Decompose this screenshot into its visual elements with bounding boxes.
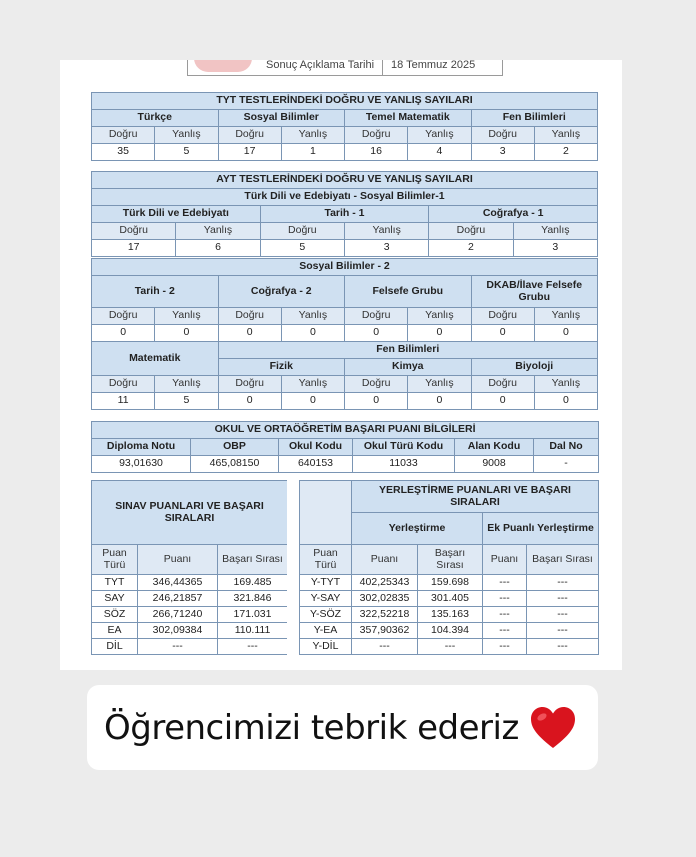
col-dogru: Doğru — [471, 308, 534, 325]
logo-fragment — [194, 60, 252, 72]
value-cell: 0 — [345, 393, 408, 410]
col-dogru: Doğru — [92, 127, 155, 144]
value-cell: 0 — [534, 325, 597, 342]
value-cell: 0 — [281, 325, 344, 342]
sinav-header: Puanı — [138, 545, 218, 575]
okul-header: Okul Kodu — [279, 439, 353, 456]
result-document — [60, 60, 622, 670]
value-cell: 2 — [534, 144, 597, 161]
value-cell: 465,08150 — [191, 456, 279, 473]
value-cell: EA — [92, 623, 138, 639]
value-cell: Y-DİL — [300, 639, 352, 655]
tyt-table — [91, 92, 598, 161]
value-cell: 110.111 — [218, 623, 288, 639]
caption-box — [87, 685, 598, 770]
okul-header: Dal No — [534, 439, 599, 456]
col-yanlis: Yanlış — [155, 308, 218, 325]
value-cell: --- — [527, 607, 599, 623]
col-yanlis: Yanlış — [155, 127, 218, 144]
value-cell: 0 — [218, 325, 281, 342]
value-cell: 5 — [260, 240, 344, 257]
value-cell: 11 — [92, 393, 155, 410]
okul-header: Okul Türü Kodu — [353, 439, 455, 456]
okul-header: Alan Kodu — [455, 439, 534, 456]
okul-header: Diploma Notu — [92, 439, 191, 456]
ayt-subject: Fizik — [218, 359, 345, 376]
value-cell: 0 — [92, 325, 155, 342]
okul-table — [91, 421, 599, 473]
ayt-subject: Türk Dili ve Edebiyatı — [92, 206, 261, 223]
value-cell: 159.698 — [418, 575, 483, 591]
value-cell: 357,90362 — [352, 623, 418, 639]
value-cell: --- — [527, 591, 599, 607]
value-cell: 6 — [176, 240, 260, 257]
score-section — [91, 480, 598, 670]
value-cell: --- — [483, 639, 527, 655]
col-dogru: Doğru — [260, 223, 344, 240]
value-cell: --- — [527, 575, 599, 591]
col-yanlis: Yanlış — [513, 223, 597, 240]
value-cell: 2 — [429, 240, 513, 257]
value-cell: 0 — [534, 393, 597, 410]
col-yanlis: Yanlış — [176, 223, 260, 240]
ayt-subject: Coğrafya - 1 — [429, 206, 598, 223]
heart-icon — [529, 706, 577, 750]
value-cell: 3 — [344, 240, 428, 257]
col-dogru: Doğru — [92, 308, 155, 325]
value-cell: 302,09384 — [138, 623, 218, 639]
col-yanlis: Yanlış — [534, 376, 597, 393]
yerlestirme-sub1: Yerleştirme — [352, 513, 483, 545]
col-yanlis: Yanlış — [281, 127, 344, 144]
value-cell: SÖZ — [92, 607, 138, 623]
col-dogru: Doğru — [218, 308, 281, 325]
value-cell: 5 — [155, 393, 218, 410]
value-cell: 0 — [471, 393, 534, 410]
value-cell: --- — [352, 639, 418, 655]
value-cell: 93,01630 — [92, 456, 191, 473]
col-yanlis: Yanlış — [155, 376, 218, 393]
value-cell: --- — [527, 623, 599, 639]
value-cell: Y-EA — [300, 623, 352, 639]
ayt-subject: Coğrafya - 2 — [218, 276, 345, 308]
tyt-title: TYT TESTLERİNDEKİ DOĞRU VE YANLIŞ SAYILARI — [92, 93, 598, 110]
value-cell: - — [534, 456, 599, 473]
value-cell: 321.846 — [218, 591, 288, 607]
col-yanlis: Yanlış — [344, 223, 428, 240]
ayt-subject: Tarih - 1 — [260, 206, 429, 223]
value-cell: --- — [527, 639, 599, 655]
yerlestirme-title: YERLEŞTİRME PUANLARI VE BAŞARI SIRALARI — [352, 481, 599, 513]
value-cell: DİL — [92, 639, 138, 655]
table-gap — [287, 480, 299, 670]
yerlestirme-table — [299, 480, 599, 655]
value-cell: --- — [483, 591, 527, 607]
yerlestirme-header: Puan Türü — [300, 545, 352, 575]
yerlestirme-header: Başarı Sırası — [527, 545, 599, 575]
tyt-subject: Sosyal Bilimler — [218, 110, 345, 127]
value-cell: 402,25343 — [352, 575, 418, 591]
tyt-subject: Fen Bilimleri — [471, 110, 598, 127]
ayt-title: AYT TESTLERİNDEKİ DOĞRU VE YANLIŞ SAYILARI — [92, 172, 598, 189]
value-cell: 3 — [471, 144, 534, 161]
value-cell: 640153 — [279, 456, 353, 473]
ayt-table-1 — [91, 171, 598, 257]
value-cell: 104.394 — [418, 623, 483, 639]
value-cell: Y-SÖZ — [300, 607, 352, 623]
ayt-subject: DKAB/İlave Felsefe Grubu — [471, 276, 598, 308]
col-dogru: Doğru — [345, 308, 408, 325]
result-date-box — [187, 60, 503, 76]
value-cell: 17 — [218, 144, 281, 161]
value-cell: 11033 — [353, 456, 455, 473]
value-cell: 0 — [218, 393, 281, 410]
value-cell: 0 — [281, 393, 344, 410]
col-dogru: Doğru — [218, 127, 281, 144]
tyt-subject: Türkçe — [92, 110, 219, 127]
value-cell: TYT — [92, 575, 138, 591]
value-cell: 3 — [513, 240, 597, 257]
col-yanlis: Yanlış — [534, 308, 597, 325]
value-cell: 346,44365 — [138, 575, 218, 591]
result-date-value: 18 Temmuz 2025 — [391, 60, 476, 71]
yerlestirme-header: Puanı — [483, 545, 527, 575]
value-cell: --- — [218, 639, 288, 655]
fen-title: Fen Bilimleri — [218, 342, 598, 359]
value-cell: 0 — [408, 325, 471, 342]
value-cell: 301.405 — [418, 591, 483, 607]
sinav-title: SINAV PUANLARI VE BAŞARI SIRALARI — [92, 481, 288, 545]
value-cell: 0 — [155, 325, 218, 342]
value-cell: --- — [483, 623, 527, 639]
value-cell: 169.485 — [218, 575, 288, 591]
value-cell: Y-SAY — [300, 591, 352, 607]
col-dogru: Doğru — [345, 376, 408, 393]
col-dogru: Doğru — [345, 127, 408, 144]
col-yanlis: Yanlış — [281, 308, 344, 325]
value-cell: 0 — [345, 325, 408, 342]
value-cell: 322,52218 — [352, 607, 418, 623]
col-dogru: Doğru — [92, 223, 176, 240]
value-cell: 246,21857 — [138, 591, 218, 607]
sinav-table — [91, 480, 288, 655]
col-dogru: Doğru — [471, 376, 534, 393]
value-cell: 4 — [408, 144, 471, 161]
value-cell: 171.031 — [218, 607, 288, 623]
value-cell: --- — [138, 639, 218, 655]
col-yanlis: Yanlış — [534, 127, 597, 144]
okul-header: OBP — [191, 439, 279, 456]
okul-title: OKUL VE ORTAÖĞRETİM BAŞARI PUANI BİLGİLERİ — [92, 422, 599, 439]
result-date-label: Sonuç Açıklama Tarihi — [252, 60, 383, 75]
ayt-subject: Biyoloji — [471, 359, 598, 376]
value-cell: 266,71240 — [138, 607, 218, 623]
ayt-table-2 — [91, 258, 598, 410]
col-dogru: Doğru — [92, 376, 155, 393]
yerlestirme-header: Başarı Sırası — [418, 545, 483, 575]
col-yanlis: Yanlış — [281, 376, 344, 393]
value-cell: 5 — [155, 144, 218, 161]
value-cell: 35 — [92, 144, 155, 161]
ayt-group1-title: Türk Dili ve Edebiyatı - Sosyal Bilimler-1 — [92, 189, 598, 206]
value-cell: --- — [483, 607, 527, 623]
matematik-title: Matematik — [92, 342, 219, 376]
caption-text: Öğrencimizi tebrik ederiz — [104, 707, 519, 748]
ayt-subject: Felsefe Grubu — [345, 276, 472, 308]
yerlestirme-blank-cell — [300, 481, 352, 545]
value-cell: 302,02835 — [352, 591, 418, 607]
value-cell: 9008 — [455, 456, 534, 473]
ayt-subject: Kimya — [345, 359, 472, 376]
ayt-subject: Tarih - 2 — [92, 276, 219, 308]
value-cell: 0 — [471, 325, 534, 342]
value-cell: 16 — [345, 144, 408, 161]
col-yanlis: Yanlış — [408, 127, 471, 144]
value-cell: SAY — [92, 591, 138, 607]
col-dogru: Doğru — [471, 127, 534, 144]
col-yanlis: Yanlış — [408, 308, 471, 325]
value-cell: Y-TYT — [300, 575, 352, 591]
value-cell: 17 — [92, 240, 176, 257]
value-cell: 1 — [281, 144, 344, 161]
sinav-header: Başarı Sırası — [218, 545, 288, 575]
yerlestirme-header: Puanı — [352, 545, 418, 575]
value-cell: 0 — [408, 393, 471, 410]
value-cell: 135.163 — [418, 607, 483, 623]
ayt-group2-title: Sosyal Bilimler - 2 — [92, 259, 598, 276]
col-yanlis: Yanlış — [408, 376, 471, 393]
sinav-header: Puan Türü — [92, 545, 138, 575]
value-cell: --- — [483, 575, 527, 591]
col-dogru: Doğru — [218, 376, 281, 393]
tyt-subject: Temel Matematik — [345, 110, 472, 127]
col-dogru: Doğru — [429, 223, 513, 240]
value-cell: --- — [418, 639, 483, 655]
yerlestirme-sub2: Ek Puanlı Yerleştirme — [483, 513, 599, 545]
